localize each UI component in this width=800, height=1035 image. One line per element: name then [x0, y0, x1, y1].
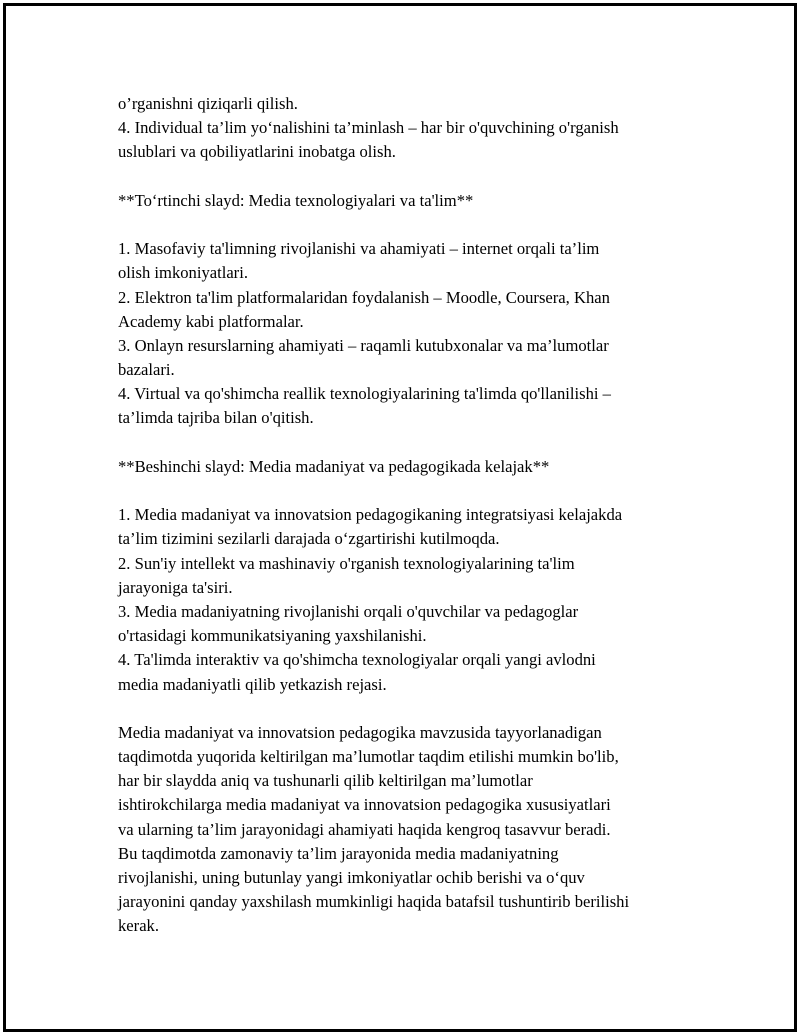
- text-line: 1. Media madaniyat va innovatsion pedagogikaning integratsiyasi kelajakda: [118, 505, 623, 525]
- text-line: 1. Masofaviy ta'limning rivojlanishi va ahamiyati – internet orqali ta’lim: [118, 239, 600, 259]
- text-line: jarayonini qanday yaxshilash mumkinligi haqida batafsil tushuntirib berilishi: [118, 892, 630, 912]
- text-line: ishtirokchilarga media madaniyat va innovatsion pedagogika xususiyatlari: [118, 795, 611, 815]
- blank-line: [118, 697, 698, 721]
- text-line: va ularning ta’lim jarayonidagi ahamiyati haqida kengroq tasavvur beradi.: [118, 819, 611, 839]
- text-line: ta’limda tajriba bilan o'qitish.: [118, 408, 314, 428]
- blank-line: [118, 213, 698, 237]
- blank-line: [118, 479, 698, 503]
- text-line: **Beshinchi slayd: Media madaniyat va pedagogikada kelajak**: [118, 456, 550, 476]
- document-body: [118, 92, 698, 939]
- text-line: Academy kabi platformalar.: [118, 311, 304, 331]
- text-line: kerak.: [118, 916, 159, 936]
- text-line: 4. Individual ta’lim yo‘nalishini ta’minlash – har bir o'quvchining o'rganish: [118, 118, 619, 138]
- text-line: Bu taqdimotda zamonaviy ta’lim jarayonida media madaniyatning: [118, 843, 559, 863]
- text-line: rivojlanishi, uning butunlay yangi imkoniyatlar ochib berishi va o‘quv: [118, 868, 585, 887]
- text-line: taqdimotda yuqorida keltirilgan ma’lumotlar taqdim etilishi mumkin bo'lib,: [118, 747, 619, 767]
- blank-line: [118, 431, 698, 455]
- text-line: 3. Media madaniyatning rivojlanishi orqali o'quvchilar va pedagoglar: [118, 601, 579, 621]
- text-line: o'rtasidagi kommunikatsiyaning yaxshilanishi.: [118, 626, 427, 646]
- text-line: bazalari.: [118, 360, 175, 380]
- text-line: 4. Virtual va qo'shimcha reallik texnologiyalarining ta'limda qo'llanilishi –: [118, 384, 611, 404]
- text-line: media madaniyatli qilib yetkazish rejasi.: [118, 674, 387, 694]
- blank-line: [118, 165, 698, 189]
- text-line: 2. Sun'iy intellekt va mashinaviy o'rganish texnologiyalarining ta'lim: [118, 553, 575, 573]
- text-line: Media madaniyat va innovatsion pedagogika mavzusida tayyorlanadigan: [118, 722, 602, 742]
- text-line: o’rganishni qiziqarli qilish.: [118, 94, 298, 113]
- text-line: ta’lim tizimini sezilarli darajada o‘zgartirishi kutilmoqda.: [118, 529, 500, 549]
- text-line: 2. Elektron ta'lim platformalaridan foydalanish – Moodle, Coursera, Khan: [118, 287, 610, 307]
- text-line: uslublari va qobiliyatlarini inobatga olish.: [118, 142, 396, 162]
- text-line: har bir slaydda aniq va tushunarli qilib keltirilgan ma’lumotlar: [118, 771, 533, 791]
- text-line: olish imkoniyatlari.: [118, 263, 248, 283]
- text-line: **To‘rtinchi slayd: Media texnologiyalari va ta'lim**: [118, 190, 474, 210]
- text-line: 4. Ta'limda interaktiv va qo'shimcha texnologiyalar orqali yangi avlodni: [118, 650, 596, 670]
- text-line: jarayoniga ta'siri.: [118, 577, 233, 597]
- text-line: 3. Onlayn resurslarning ahamiyati – raqamli kutubxonalar va ma’lumotlar: [118, 335, 609, 355]
